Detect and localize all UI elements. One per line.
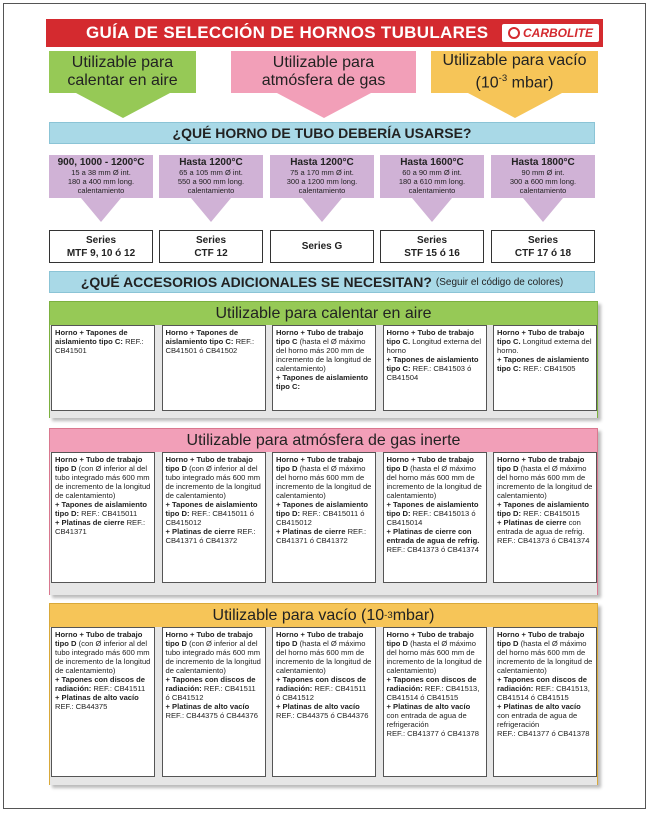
accessory-text: (hasta el Ø máximo del horno más 600 mm de incremento de la longitud de calentamiento) bbox=[386, 639, 482, 675]
furnace-series bbox=[380, 230, 484, 263]
accessory-text: REF.: CB41501 bbox=[55, 337, 144, 355]
furnace-spec-line: 60 a 90 mm Ø int. bbox=[402, 168, 462, 177]
accessory-text: + Platinas de cierre bbox=[497, 518, 567, 527]
furnace-spec-line: calentamiento bbox=[298, 186, 346, 195]
accessory-text: + Tapones de aislamiento tipo C: bbox=[276, 373, 369, 391]
accessory-card bbox=[493, 627, 597, 777]
accessory-text: + Tapones con discos de radiación: bbox=[165, 675, 256, 693]
accessory-card bbox=[162, 452, 266, 583]
accessory-text: (con Ø inferior al del tubo integrado más 600 mm de incremento de la longitud de calentamiento) bbox=[165, 464, 261, 500]
accessory-text: (hasta el Ø máximo del horno más 600 mm de incremento de la longitud de calentamiento) bbox=[497, 639, 593, 675]
accessory-text: + Platinas de cierre bbox=[55, 518, 125, 527]
category-vacuum-line1: Utilizable para vacío bbox=[442, 51, 587, 69]
accessory-text: REF.: CB41371 ó CB41372 bbox=[276, 527, 367, 545]
brand-name: CARBOLITE bbox=[523, 26, 593, 40]
category-air-arrow bbox=[76, 93, 170, 118]
accessory-card bbox=[383, 627, 487, 777]
accessory-text: REF.: CB41373 ó CB41374 bbox=[497, 536, 590, 545]
furnace-series bbox=[491, 230, 595, 263]
accessory-text: REF.: CB41505 bbox=[523, 364, 576, 373]
category-vacuum-line2b: mbar) bbox=[507, 74, 554, 92]
furnace-series-text: MTF 9, 10 ó 12 bbox=[66, 247, 136, 259]
accessory-text: REF.: CB41377 ó CB41378 bbox=[386, 729, 479, 738]
furnace-spec-line: 300 a 1200 mm long. bbox=[286, 177, 358, 186]
accessory-text: + Tapones de aislamiento tipo D: bbox=[165, 500, 258, 518]
accessory-text: Horno + Tapones de aislamiento tipo C: bbox=[55, 328, 128, 346]
accessory-text: Horno + Tubo de trabajo tipo D bbox=[55, 455, 143, 473]
furnace-spec-line: 75 a 170 mm Ø int. bbox=[290, 168, 354, 177]
accessory-text: con entrada de agua de refrig. bbox=[497, 518, 585, 536]
accessory-text: + Tapones de aislamiento tipo D: bbox=[276, 500, 369, 518]
category-gas-line1: Utilizable para bbox=[272, 54, 375, 71]
category-vacuum-sup: -3 bbox=[498, 72, 508, 84]
category-vacuum bbox=[431, 51, 598, 93]
category-air bbox=[49, 51, 196, 93]
accessory-text: + Platinas de alto vacío bbox=[497, 702, 581, 711]
furnace-series bbox=[159, 230, 263, 263]
accessory-card bbox=[493, 452, 597, 583]
furnace-series-text: Series bbox=[527, 234, 559, 246]
section-air bbox=[49, 301, 598, 418]
accessory-text: + Tapones de aislamiento tipo D: bbox=[386, 500, 479, 518]
accessory-text: + Platinas de cierre bbox=[276, 527, 346, 536]
accessory-card bbox=[51, 452, 155, 583]
accessory-text: Horno + Tubo de trabajo tipo C. bbox=[386, 328, 474, 346]
accessory-text: REF.: CB415015 bbox=[523, 509, 580, 518]
accessory-text: + Tapones con discos de radiación: bbox=[55, 675, 145, 693]
accessory-text: REF.: CB41511 ó CB41512 bbox=[276, 684, 367, 702]
accessory-text: + Tapones con discos de radiación: bbox=[276, 675, 366, 693]
accessory-text: Horno + Tubo de trabajo tipo D bbox=[497, 455, 585, 473]
accessory-text: REF.: CB44375 bbox=[55, 702, 108, 711]
furnace-series-text: CTF 12 bbox=[194, 247, 228, 259]
accessory-text: Longitud externa del horno bbox=[386, 337, 482, 355]
accessory-card bbox=[493, 325, 597, 411]
furnace-spec-line: 300 a 600 mm long. bbox=[509, 177, 577, 186]
section-gas-header bbox=[50, 429, 597, 452]
furnace-spec-line: 180 a 400 mm long. bbox=[67, 177, 135, 186]
accessory-text: + Tapones con discos de radiación: bbox=[386, 675, 477, 693]
accessory-text: (hasta el Ø máximo del horno más 600 mm de incremento de la longitud de calentamiento) bbox=[276, 464, 372, 500]
question-accessories bbox=[49, 271, 595, 293]
question-furnace-text: ¿QUÉ HORNO DE TUBO DEBERÍA USARSE? bbox=[172, 125, 472, 141]
section-gas-title: Utilizable para atmósfera de gas inerte bbox=[186, 431, 461, 449]
section-vacuum-body bbox=[50, 627, 597, 785]
accessory-text: Horno + Tubo de trabajo tipo D bbox=[276, 455, 364, 473]
furnace-temp: Hasta 1200°C bbox=[179, 157, 243, 168]
furnace-series-text: Series bbox=[195, 234, 227, 246]
accessory-text: Horno + Tubo de trabajo tipo D bbox=[497, 630, 585, 648]
furnace-spec-line: 90 mm Ø int. bbox=[521, 168, 565, 177]
furnace-temp: Hasta 1800°C bbox=[511, 157, 575, 168]
accessory-card bbox=[272, 325, 376, 411]
accessory-card bbox=[383, 325, 487, 411]
accessory-text: + Platinas de alto vacío bbox=[276, 702, 360, 711]
furnace-spec-line: calentamiento bbox=[408, 186, 456, 195]
accessory-text: (hasta el Ø máximo del horno más 200 mm de incremento de la longitud de calentamiento) bbox=[276, 337, 372, 373]
accessory-text: + Tapones de aislamiento tipo C: bbox=[386, 355, 479, 373]
section-vacuum-header bbox=[50, 604, 597, 627]
accessory-text: (con Ø inferior al del tubo integrado más 600 mm de incremento de la longitud de calentamiento) bbox=[55, 639, 151, 675]
furnace-spec-line: 65 a 105 mm Ø int. bbox=[179, 168, 243, 177]
accessory-text: REF.: CB41501 ó CB41502 bbox=[165, 337, 255, 355]
furnace-spec-line: 15 a 38 mm Ø int. bbox=[71, 168, 131, 177]
furnace-series-text: Series bbox=[416, 234, 448, 246]
furnace-series-text: STF 15 ó 16 bbox=[404, 247, 460, 259]
section-vacuum bbox=[49, 603, 598, 785]
accessory-text: REF.: CB415013 ó CB415014 bbox=[386, 509, 476, 527]
furnace-spec-line: calentamiento bbox=[519, 186, 567, 195]
section-vacuum-title-sup: -3 bbox=[384, 610, 393, 621]
accessory-text: + Platinas de cierre bbox=[165, 527, 235, 536]
question-furnace bbox=[49, 122, 595, 144]
accessory-text: con entrada de agua de refrigeración bbox=[497, 711, 578, 729]
accessory-text: REF.: CB415011 bbox=[81, 509, 138, 518]
accessory-text: (con Ø inferior al del tubo integrado más 600 mm de incremento de la longitud de calentamiento) bbox=[55, 464, 151, 500]
furnace-arrow bbox=[412, 198, 452, 222]
accessory-text: + Platinas de alto vacío bbox=[55, 693, 139, 702]
category-gas-arrow bbox=[277, 93, 371, 118]
accessory-text: Horno + Tubo de trabajo tipo C. bbox=[497, 328, 585, 346]
accessory-text: REF.: CB41373 ó CB41374 bbox=[386, 545, 479, 554]
section-air-body bbox=[50, 325, 597, 418]
accessory-text: REF.: CB44375 ó CB44376 bbox=[276, 711, 369, 720]
furnace-spec-line: 180 a 610 mm long. bbox=[398, 177, 466, 186]
accessory-text: Longitud externa del horno. bbox=[497, 337, 592, 355]
furnace-arrow bbox=[523, 198, 563, 222]
furnace-temp: 900, 1000 - 1200°C bbox=[57, 157, 145, 168]
accessory-text: Horno + Tubo de trabajo tipo D bbox=[55, 630, 143, 648]
accessory-text: REF.: CB41511 ó CB41512 bbox=[165, 684, 256, 702]
accessory-text: + Tapones de aislamiento tipo D: bbox=[497, 500, 590, 518]
furnace-spec bbox=[49, 155, 153, 198]
accessory-text: + Tapones con discos de radiación: bbox=[497, 675, 587, 693]
furnace-spec-line: calentamiento bbox=[77, 186, 125, 195]
furnace-series-text: Series G bbox=[301, 241, 343, 252]
furnace-spec-line: 550 a 900 mm long. bbox=[177, 177, 245, 186]
page-title: GUÍA DE SELECCIÓN DE HORNOS TUBULARES bbox=[86, 23, 489, 42]
category-vacuum-line2: (10 bbox=[475, 74, 499, 92]
furnace-series bbox=[270, 230, 374, 263]
accessory-card bbox=[51, 325, 155, 411]
accessory-text: REF.: CB44375 ó CB44376 bbox=[165, 711, 258, 720]
furnace-temp: Hasta 1200°C bbox=[290, 157, 354, 168]
category-gas bbox=[231, 51, 416, 93]
section-vacuum-title: Utilizable para vacío (10 bbox=[212, 606, 385, 624]
accessory-text: Horno + Tapones de aislamiento tipo C: bbox=[165, 328, 239, 346]
furnace-series-text: CTF 17 ó 18 bbox=[514, 247, 572, 259]
page-header bbox=[46, 19, 603, 47]
accessory-text: Horno + Tubo de trabajo tipo D bbox=[165, 630, 253, 648]
accessory-text: Horno + Tubo de trabajo tipo D bbox=[386, 630, 474, 648]
accessory-card bbox=[162, 627, 266, 777]
accessory-text: REF.: CB41371 bbox=[55, 518, 146, 536]
brand-logo bbox=[502, 24, 599, 42]
accessory-text: + Tapones de aislamiento tipo D: bbox=[55, 500, 148, 518]
accessory-text: + Tapones de aislamiento tipo C: bbox=[497, 355, 590, 373]
furnace-spec bbox=[491, 155, 595, 198]
accessory-text: Horno + Tubo de trabajo tipo D bbox=[165, 455, 253, 473]
accessory-text: Horno + Tubo de trabajo tipo D bbox=[276, 630, 364, 648]
accessory-card bbox=[272, 452, 376, 583]
accessory-text: (hasta el Ø máximo del horno más 600 mm de incremento de la longitud de calentamiento) bbox=[497, 464, 593, 500]
section-gas bbox=[49, 428, 598, 595]
furnace-spec-line: calentamiento bbox=[187, 186, 235, 195]
accessory-text: REF.: CB415011 ó CB415012 bbox=[276, 509, 365, 527]
furnace-arrow bbox=[191, 198, 231, 222]
question-accessories-note: (Seguir el código de colores) bbox=[435, 276, 564, 288]
section-air-header bbox=[50, 302, 597, 325]
accessory-text: + Platinas de alto vacío bbox=[386, 702, 471, 711]
brand-mark-icon bbox=[508, 27, 520, 39]
furnace-spec bbox=[380, 155, 484, 198]
accessory-text: con entrada de agua de refrigeración bbox=[386, 711, 467, 729]
furnace-series bbox=[49, 230, 153, 263]
accessory-card bbox=[383, 452, 487, 583]
category-vacuum-arrow bbox=[468, 93, 562, 118]
accessory-text: REF.: CB41513, CB41514 ó CB41515 bbox=[497, 684, 590, 702]
furnace-arrow bbox=[81, 198, 121, 222]
accessory-card bbox=[51, 627, 155, 777]
accessory-text: (hasta el Ø máximo del horno más 600 mm de incremento de la longitud de calentamiento) bbox=[276, 639, 372, 675]
accessory-text: REF.: CB41377 ó CB41378 bbox=[497, 729, 590, 738]
furnace-series-text: Series bbox=[85, 234, 117, 246]
category-air-line2: calentar en aire bbox=[67, 72, 178, 89]
furnace-spec bbox=[159, 155, 263, 198]
accessory-text: (hasta el Ø máximo del horno más 600 mm de incremento de la longitud de calentamiento) bbox=[386, 464, 482, 500]
accessory-card bbox=[162, 325, 266, 411]
category-gas-line2: atmósfera de gas bbox=[261, 72, 386, 89]
category-air-line1: Utilizable para bbox=[71, 54, 174, 71]
section-air-title: Utilizable para calentar en aire bbox=[215, 304, 432, 322]
accessory-text: REF.: CB41503 ó CB41504 bbox=[386, 364, 472, 382]
accessory-text: REF.: CB41511 bbox=[93, 684, 146, 693]
accessory-text: REF.: CB415011 ó CB415012 bbox=[165, 509, 255, 527]
furnace-temp: Hasta 1600°C bbox=[400, 157, 464, 168]
accessory-text: + Platinas de alto vacío bbox=[165, 702, 250, 711]
furnace-spec bbox=[270, 155, 374, 198]
question-accessories-text: ¿QUÉ ACCESORIOS ADICIONALES SE NECESITAN? bbox=[80, 274, 432, 290]
accessory-text: Horno + Tubo de trabajo tipo D bbox=[386, 455, 474, 473]
furnace-arrow bbox=[302, 198, 342, 222]
accessory-text: (con Ø inferior al del tubo integrado más 600 mm de incremento de la longitud de calentamiento) bbox=[165, 639, 261, 675]
accessory-text: REF.: CB41371 ó CB41372 bbox=[165, 527, 256, 545]
accessory-text: REF.: CB41513, CB41514 ó CB41515 bbox=[386, 684, 480, 702]
accessory-text: Horno + Tubo de trabajo tipo C bbox=[276, 328, 364, 346]
section-vacuum-title-end: mbar) bbox=[392, 606, 435, 624]
accessory-text: + Platinas de cierre con entrada de agua de refrig. bbox=[386, 527, 480, 545]
accessory-card bbox=[272, 627, 376, 777]
section-gas-body bbox=[50, 452, 597, 595]
